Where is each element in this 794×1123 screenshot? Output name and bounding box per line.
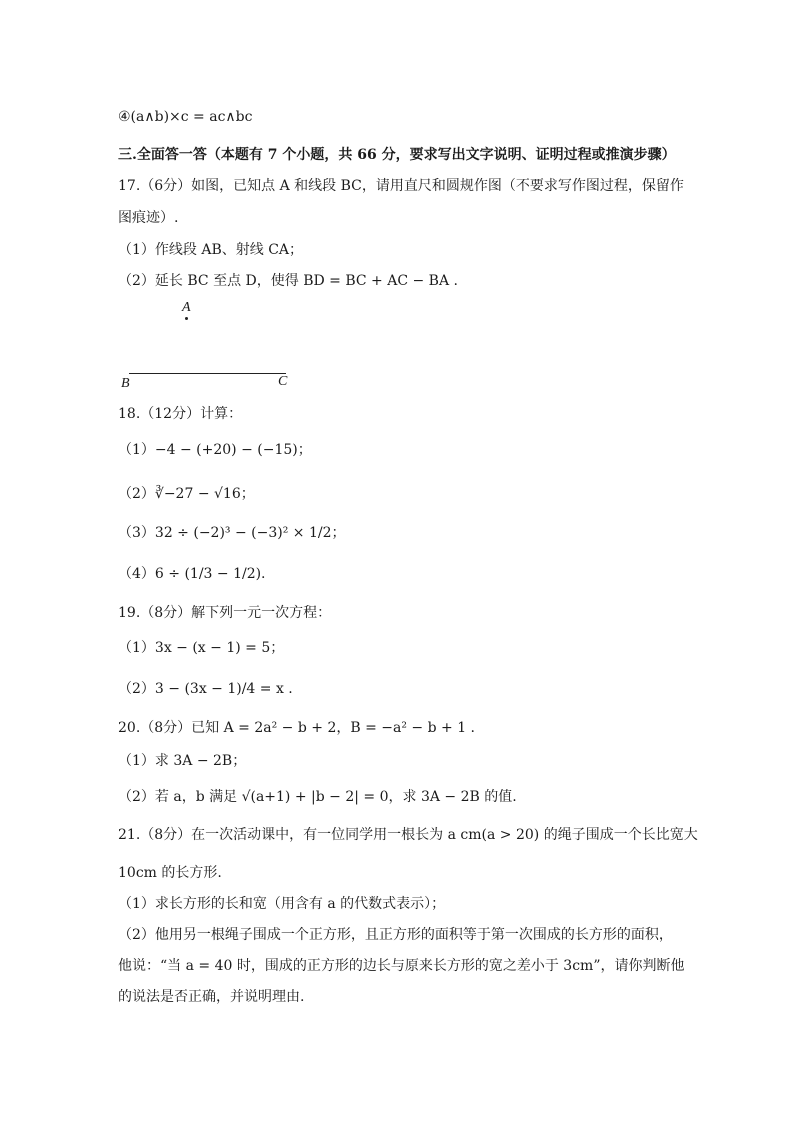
q21-stem: 21.（8分）在一次活动课中，有一位同学用一根长为 a cm(a > 20) 的绳子围成一个长比宽大 — [118, 827, 698, 843]
q18-part-3: （3）32 ÷ (−2)³ − (−3)² × 1/2； — [118, 525, 346, 541]
q21-stem-cont: 10cm 的长方形. — [118, 865, 222, 881]
q17-part-1: （1）作线段 AB、射线 CA； — [118, 242, 304, 258]
q18-part-4: （4）6 ÷ (1/3 − 1/2). — [118, 566, 266, 582]
point-c-label: C — [278, 374, 288, 389]
point-a-dot — [185, 317, 188, 320]
q17-stem-cont: 图痕迹）. — [118, 210, 179, 226]
q18-stem: 18.（12分）计算： — [118, 406, 243, 422]
section-3-heading: 三.全面答一答（本题有 7 个小题，共 66 分，要求写出文字说明、证明过程或推演步骤） — [118, 147, 676, 163]
q20-stem: 20.（8分）已知 A = 2a² − b + 2，B = −a² − b + 1 . — [118, 720, 475, 736]
q19-part-1: （1）3x − (x − 1) = 5； — [118, 640, 285, 656]
point-b-label: B — [121, 376, 130, 391]
segment-bc — [129, 373, 286, 374]
q19-part-2: （2）3 − (3x − 1)/4 = x . — [118, 681, 293, 697]
q21-part-2: （2）他用另一根绳子围成一个正方形，且正方形的面积等于第一次围成的长方形的面积， — [118, 927, 673, 943]
q19-stem: 19.（8分）解下列一元一次方程： — [118, 605, 332, 621]
q21-part-2-end: 的说法是否正确，并说明理由. — [118, 989, 305, 1005]
point-a-label: A — [182, 300, 191, 315]
q17-part-2: （2）延长 BC 至点 D，使得 BD = BC + AC − BA . — [118, 273, 458, 289]
q20-part-1: （1）求 3A − 2B； — [118, 753, 247, 769]
q21-part-2-cont: 他说：“当 a = 40 时，围成的正方形的边长与原来长方形的宽之差小于 3cm”，请你判断他 — [118, 958, 685, 974]
prev-item-4: ④(a∧b)×c = ac∧bc — [118, 109, 253, 125]
q18-part-1: （1）−4 − (+20) − (−15)； — [118, 442, 312, 458]
q18-part-2: （2）∛−27 − √16； — [118, 486, 255, 502]
q17-stem: 17.（6分）如图，已知点 A 和线段 BC，请用直尺和圆规作图（不要求写作图过程，保留作 — [118, 178, 684, 194]
q20-part-2: （2）若 a，b 满足 √(a+1) + |b − 2| = 0，求 3A − 2B 的值. — [118, 789, 517, 805]
q21-part-1: （1）求长方形的长和宽（用含有 a 的代数式表示）； — [118, 896, 446, 912]
